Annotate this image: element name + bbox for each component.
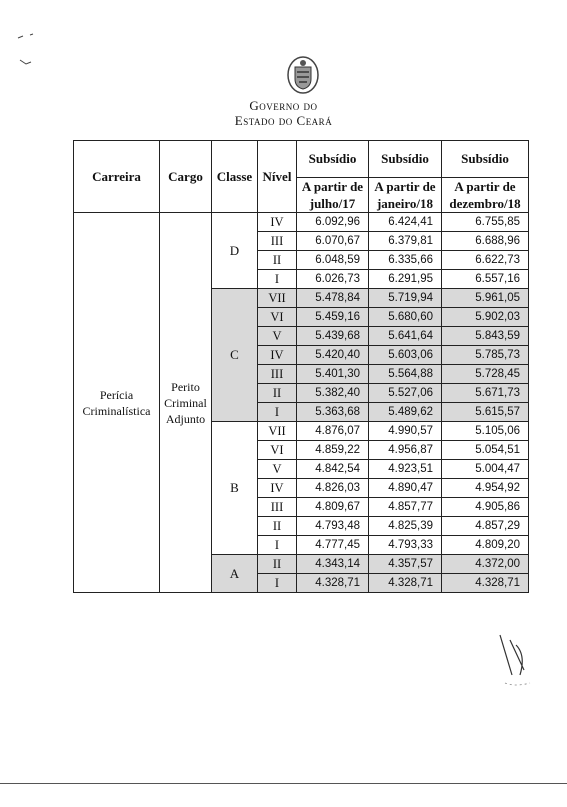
subsidio-value-cell: 5.527,06 <box>369 384 442 403</box>
subsidio-value-cell: 4.357,57 <box>369 555 442 574</box>
nivel-cell: VII <box>258 422 297 441</box>
subsidio-value-cell: 5.641,64 <box>369 327 442 346</box>
subsidio-value-cell: 6.755,85 <box>442 213 529 232</box>
subsidio-value-cell: 4.825,39 <box>369 517 442 536</box>
subsidio-value-cell: 5.785,73 <box>442 346 529 365</box>
subsidio-value-cell: 6.070,67 <box>297 232 369 251</box>
subsidio-value-cell: 4.890,47 <box>369 479 442 498</box>
subsidio-value-cell: 4.842,54 <box>297 460 369 479</box>
nivel-cell: III <box>258 498 297 517</box>
classe-cell: C <box>212 289 258 422</box>
table-row <box>74 213 529 232</box>
subsidio-value-cell: 5.105,06 <box>442 422 529 441</box>
nivel-cell: IV <box>258 346 297 365</box>
subsidio-value-cell: 5.615,57 <box>442 403 529 422</box>
subsidio-value-cell: 5.420,40 <box>297 346 369 365</box>
salary-table <box>73 140 529 593</box>
subsidio-value-cell: 5.489,62 <box>369 403 442 422</box>
header-subsidio-3: Subsídio <box>442 141 529 178</box>
nivel-cell: IV <box>258 213 297 232</box>
classe-cell: B <box>212 422 258 555</box>
subsidio-value-cell: 5.902,03 <box>442 308 529 327</box>
subsidio-value-cell: 5.961,05 <box>442 289 529 308</box>
subsidio-value-cell: 4.793,33 <box>369 536 442 555</box>
subsidio-value-cell: 5.564,88 <box>369 365 442 384</box>
nivel-cell: III <box>258 232 297 251</box>
subsidio-value-cell: 5.680,60 <box>369 308 442 327</box>
header-date-julho17: A partir de julho/17 <box>297 178 369 213</box>
header-subsidio-2: Subsídio <box>369 141 442 178</box>
subsidio-value-cell: 5.843,59 <box>442 327 529 346</box>
nivel-cell: III <box>258 365 297 384</box>
subsidio-value-cell: 4.990,57 <box>369 422 442 441</box>
header-cargo: Cargo <box>160 141 212 213</box>
state-coat-of-arms-icon <box>286 55 320 95</box>
nivel-cell: VI <box>258 441 297 460</box>
nivel-cell: VI <box>258 308 297 327</box>
subsidio-value-cell: 5.401,30 <box>297 365 369 384</box>
nivel-cell: II <box>258 517 297 536</box>
subsidio-value-cell: 5.439,68 <box>297 327 369 346</box>
carreira-cell: Perícia Criminalística <box>74 213 160 593</box>
subsidio-value-cell: 5.478,84 <box>297 289 369 308</box>
subsidio-value-cell: 5.719,94 <box>369 289 442 308</box>
header-date-dezembro18: A partir de dezembro/18 <box>442 178 529 213</box>
scan-marks <box>14 30 44 80</box>
nivel-cell: I <box>258 536 297 555</box>
header-date-janeiro18: A partir de janeiro/18 <box>369 178 442 213</box>
subsidio-value-cell: 4.328,71 <box>297 574 369 593</box>
subsidio-value-cell: 4.826,03 <box>297 479 369 498</box>
subsidio-value-cell: 4.857,29 <box>442 517 529 536</box>
subsidio-value-cell: 4.793,48 <box>297 517 369 536</box>
cargo-cell: Perito Criminal Adjunto <box>160 213 212 593</box>
subsidio-value-cell: 4.372,00 <box>442 555 529 574</box>
nivel-cell: II <box>258 384 297 403</box>
nivel-cell: V <box>258 327 297 346</box>
classe-cell: D <box>212 213 258 289</box>
table-body <box>74 213 529 593</box>
subsidio-value-cell: 5.382,40 <box>297 384 369 403</box>
subsidio-value-cell: 4.328,71 <box>442 574 529 593</box>
subsidio-value-cell: 5.004,47 <box>442 460 529 479</box>
subsidio-value-cell: 6.424,41 <box>369 213 442 232</box>
subsidio-value-cell: 4.777,45 <box>297 536 369 555</box>
subsidio-value-cell: 4.876,07 <box>297 422 369 441</box>
subsidio-value-cell: 4.956,87 <box>369 441 442 460</box>
subsidio-value-cell: 5.459,16 <box>297 308 369 327</box>
signature-mark <box>480 625 550 695</box>
subsidio-value-cell: 6.092,96 <box>297 213 369 232</box>
subsidio-value-cell: 5.671,73 <box>442 384 529 403</box>
nivel-cell: I <box>258 403 297 422</box>
subsidio-value-cell: 4.343,14 <box>297 555 369 574</box>
footer-rule <box>0 783 567 784</box>
subsidio-value-cell: 5.603,06 <box>369 346 442 365</box>
header-carreira: Carreira <box>74 141 160 213</box>
subsidio-value-cell: 5.363,68 <box>297 403 369 422</box>
nivel-cell: V <box>258 460 297 479</box>
nivel-cell: VII <box>258 289 297 308</box>
header-nivel: Nível <box>258 141 297 213</box>
subsidio-value-cell: 6.335,66 <box>369 251 442 270</box>
subsidio-value-cell: 6.557,16 <box>442 270 529 289</box>
header-classe: Classe <box>212 141 258 213</box>
subsidio-value-cell: 4.905,86 <box>442 498 529 517</box>
subsidio-value-cell: 6.048,59 <box>297 251 369 270</box>
subsidio-value-cell: 4.859,22 <box>297 441 369 460</box>
nivel-cell: IV <box>258 479 297 498</box>
subsidio-value-cell: 5.728,45 <box>442 365 529 384</box>
subsidio-value-cell: 6.026,73 <box>297 270 369 289</box>
classe-cell: A <box>212 555 258 593</box>
subsidio-value-cell: 6.622,73 <box>442 251 529 270</box>
subsidio-value-cell: 6.379,81 <box>369 232 442 251</box>
header-subsidio-1: Subsídio <box>297 141 369 178</box>
subsidio-value-cell: 4.809,67 <box>297 498 369 517</box>
header-governo: Governo do <box>249 98 318 113</box>
subsidio-value-cell: 4.954,92 <box>442 479 529 498</box>
subsidio-value-cell: 6.688,96 <box>442 232 529 251</box>
nivel-cell: II <box>258 251 297 270</box>
nivel-cell: I <box>258 574 297 593</box>
subsidio-value-cell: 5.054,51 <box>442 441 529 460</box>
subsidio-value-cell: 4.809,20 <box>442 536 529 555</box>
nivel-cell: II <box>258 555 297 574</box>
header-estado: Estado do Ceará <box>234 113 333 128</box>
subsidio-value-cell: 4.328,71 <box>369 574 442 593</box>
subsidio-value-cell: 4.857,77 <box>369 498 442 517</box>
subsidio-value-cell: 4.923,51 <box>369 460 442 479</box>
subsidio-value-cell: 6.291,95 <box>369 270 442 289</box>
nivel-cell: I <box>258 270 297 289</box>
